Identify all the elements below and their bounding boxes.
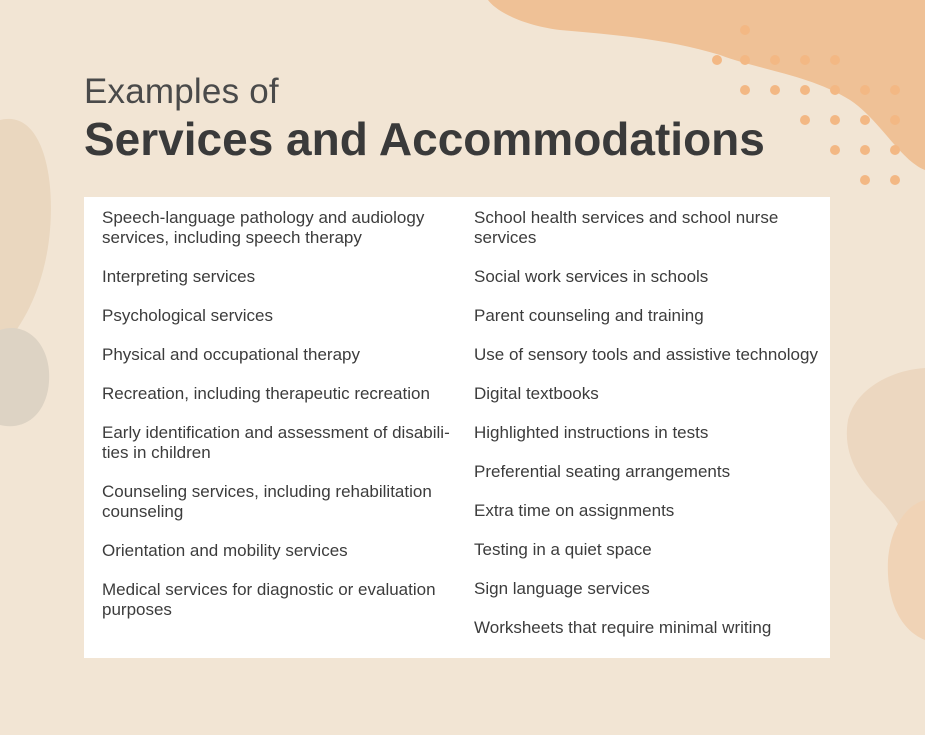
title-line-1: Examples of bbox=[84, 72, 279, 111]
list-item: Early identification and assessment of disabili-ties in children bbox=[102, 423, 450, 462]
pattern-dot bbox=[800, 55, 810, 65]
list-item: Testing in a quiet space bbox=[474, 540, 652, 559]
list-item: Digital textbooks bbox=[474, 384, 599, 403]
pattern-dot bbox=[890, 85, 900, 95]
pattern-dot bbox=[740, 55, 750, 65]
pattern-dot bbox=[830, 115, 840, 125]
pattern-dot bbox=[890, 175, 900, 185]
list-item: Use of sensory tools and assistive technology bbox=[474, 345, 818, 364]
accommodations-column bbox=[474, 208, 824, 657]
list-item: Orientation and mobility services bbox=[102, 541, 348, 560]
left-gray-blob bbox=[0, 328, 49, 426]
list-item: Sign language services bbox=[474, 579, 650, 598]
list-item: Psychological services bbox=[102, 306, 274, 325]
pattern-dot bbox=[800, 85, 810, 95]
list-item: Interpreting services bbox=[102, 267, 256, 286]
content-card bbox=[84, 197, 830, 658]
pattern-dot bbox=[890, 115, 900, 125]
pattern-dot bbox=[830, 85, 840, 95]
list-item: Counseling services, including rehabilitation counseling bbox=[102, 482, 432, 521]
list-item: Parent counseling and training bbox=[474, 306, 704, 325]
list-item: School health services and school nurse services bbox=[474, 208, 779, 247]
services-column bbox=[102, 208, 454, 639]
pattern-dot bbox=[830, 145, 840, 155]
pattern-dot bbox=[860, 175, 870, 185]
pattern-dot bbox=[860, 145, 870, 155]
pattern-dot bbox=[830, 55, 840, 65]
pattern-dot bbox=[740, 25, 750, 35]
pattern-dot bbox=[770, 55, 780, 65]
left-beige-blob bbox=[0, 119, 51, 350]
list-item: Medical services for diagnostic or evaluation purposes bbox=[102, 580, 436, 619]
list-item: Highlighted instructions in tests bbox=[474, 423, 709, 442]
title-line-2: Services and Accommodations bbox=[84, 113, 765, 165]
pattern-dot bbox=[860, 85, 870, 95]
list-item: Social work services in schools bbox=[474, 267, 709, 286]
page-title bbox=[84, 70, 765, 164]
right-orange-blob bbox=[888, 500, 925, 640]
pattern-dot bbox=[770, 85, 780, 95]
pattern-dot bbox=[890, 145, 900, 155]
list-item: Recreation, including therapeutic recreation bbox=[102, 384, 430, 403]
pattern-dot bbox=[712, 55, 722, 65]
list-item: Physical and occupational therapy bbox=[102, 345, 360, 364]
pattern-dot bbox=[800, 115, 810, 125]
list-item: Extra time on assignments bbox=[474, 501, 675, 520]
list-item: Preferential seating arrangements bbox=[474, 462, 731, 481]
list-item: Worksheets that require minimal writing bbox=[474, 618, 772, 637]
list-item: Speech-language pathology and audiology services, including speech therapy bbox=[102, 208, 425, 247]
pattern-dot bbox=[860, 115, 870, 125]
